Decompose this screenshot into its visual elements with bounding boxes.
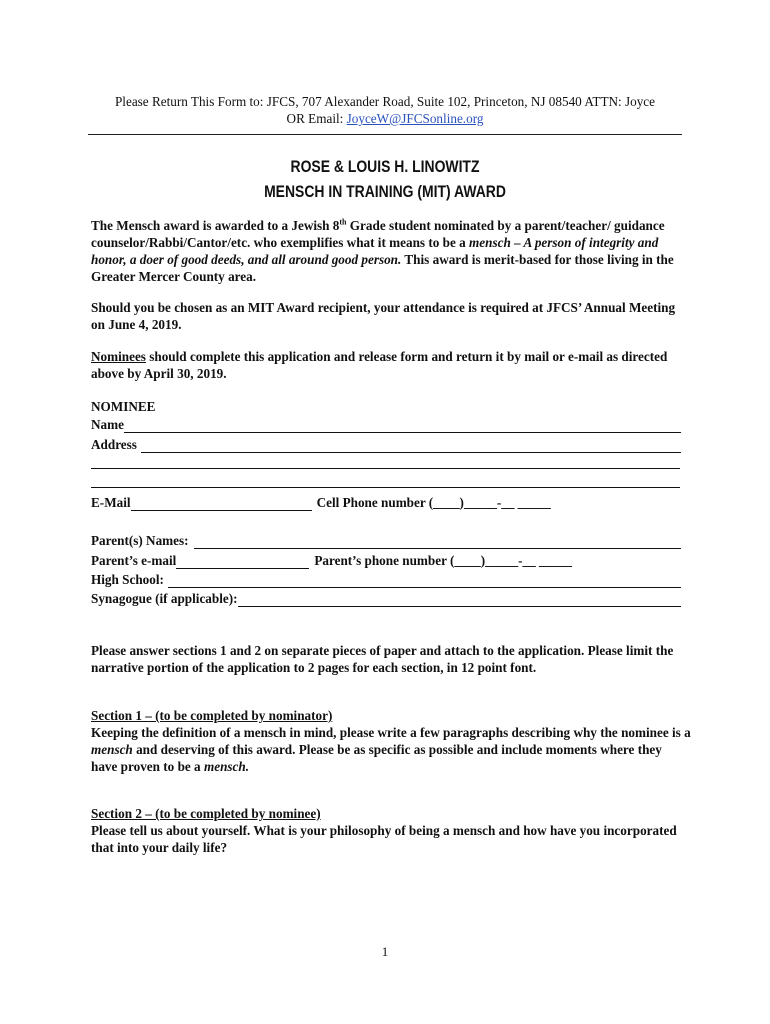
nominee-section-label: NOMINEE [91, 399, 156, 414]
intro-superscript: th [339, 217, 347, 227]
parents-names-label: Parent(s) Names: [91, 533, 189, 548]
name-row [91, 416, 681, 433]
page-number: 1 [381, 944, 389, 959]
nominees-paragraph [91, 348, 691, 382]
high-school-field[interactable] [168, 574, 681, 588]
intro-text-3: This award is merit-based for those living in the Greater Mercer County area. [91, 252, 674, 284]
section1-heading: Section 1 – (to be completed by nominator) [91, 708, 333, 723]
name-label: Name [91, 417, 124, 432]
address-field[interactable] [141, 439, 681, 453]
parent-email-label: Parent’s e-mail [91, 553, 177, 568]
parents-names-row [91, 532, 681, 549]
email-link[interactable]: JoyceW@JFCSonline.org [346, 111, 484, 126]
section1-block [91, 707, 691, 775]
section2-text: Please tell us about yourself. What is your philosophy of being a mensch and how have you incorporated that into your daily life? [91, 823, 677, 855]
return-address-header [80, 93, 690, 127]
attendance-paragraph: Should you be chosen as an MIT Award recipient, your attendance is required at JFCS’ Annual Meeting on June 4, 2019. [91, 300, 676, 332]
synagogue-label: Synagogue (if applicable): [91, 591, 238, 606]
section1-italic-a: mensch [91, 742, 133, 757]
email-prefix: OR Email: [286, 111, 347, 126]
mensch-definition: mensch – A person of integrity and honor, a doer of good deeds, and all around good person. [91, 235, 659, 267]
intro-text-1: The Mensch award is awarded to a Jewish 8 [91, 218, 340, 233]
email-cell-row [91, 494, 681, 511]
header-divider [88, 134, 682, 135]
parent-email-field[interactable] [176, 555, 309, 569]
synagogue-field[interactable] [238, 593, 681, 607]
section2-heading: Section 2 – (to be completed by nominee) [91, 806, 321, 821]
section2-block [91, 805, 691, 856]
address-row [91, 436, 681, 453]
cell-phone-label[interactable]: Cell Phone number (____)_____-__ _____ [316, 495, 551, 510]
nominees-underlined: Nominees [91, 349, 146, 364]
section1-text-a: Keeping the definition of a mensch in mind, please write a few paragraphs describing why the nominee is a [91, 725, 691, 740]
name-field[interactable] [124, 419, 681, 433]
address-label: Address [91, 437, 137, 452]
nominees-rest: should complete this application and release form and return it by mail or e-mail as directed above by April 30, 2019. [91, 349, 668, 381]
intro-paragraph [91, 217, 691, 285]
synagogue-row [91, 590, 681, 607]
high-school-row [91, 571, 681, 588]
address-field-line3[interactable] [91, 487, 680, 488]
award-title-line2: MENSCH IN TRAINING (MIT) AWARD [264, 182, 506, 201]
award-title-line1: ROSE & LOUIS H. LINOWITZ [290, 157, 480, 176]
parent-contact-row [91, 552, 681, 569]
instructions-paragraph: Please answer sections 1 and 2 on separate pieces of paper and attach to the application. Please limit the narrative portion of the application to 2 pages for each section, in 12 point font. [91, 643, 674, 675]
section1-text [91, 724, 691, 775]
parents-names-field[interactable] [194, 535, 681, 549]
return-address-line: Please Return This Form to: JFCS, 707 Alexander Road, Suite 102, Princeton, NJ 08540 ATTN: Joyce [114, 94, 656, 109]
address-field-line2[interactable] [91, 468, 680, 469]
email-field[interactable] [131, 497, 312, 511]
section1-text-b: and deserving of this award. Please be as specific as possible and include moments where they have proven to be a [91, 742, 662, 774]
email-label: E-Mail [91, 495, 131, 510]
intro-text-2: Grade student nominated by a parent/teacher/ guidance counselor/Rabbi/Cantor/etc. who exemplifies what it means to be a [91, 218, 665, 250]
email-line [80, 110, 690, 127]
section1-italic-b: mensch. [203, 759, 250, 774]
high-school-label: High School: [91, 572, 164, 587]
parent-phone-label[interactable]: Parent’s phone number (____)_____-__ _____ [314, 553, 572, 568]
